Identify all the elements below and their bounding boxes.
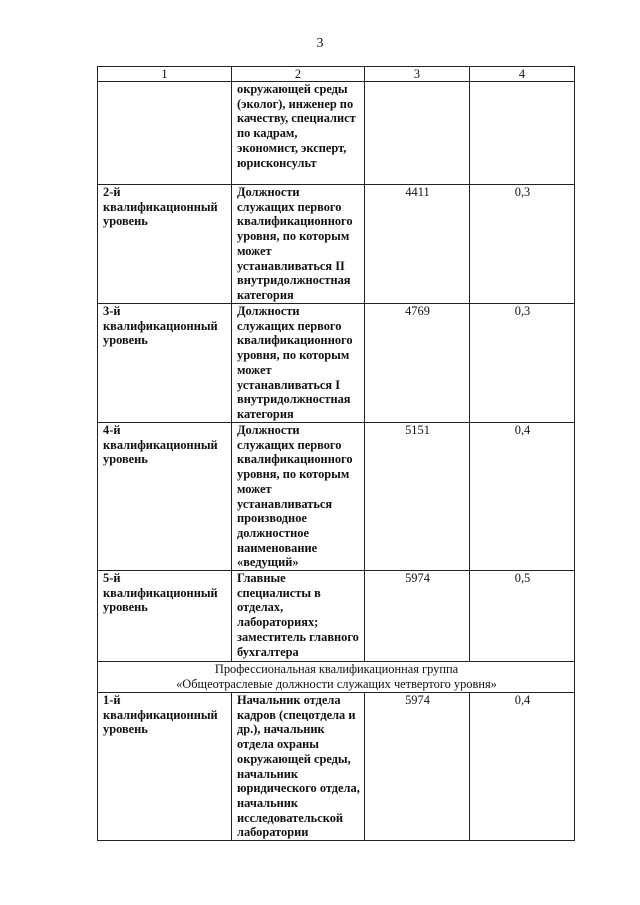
level-cell: 3-й квалификационный уровень xyxy=(98,304,232,423)
level-cell: 4-й квалификационный уровень xyxy=(98,423,232,571)
coefficient-cell xyxy=(470,82,575,185)
position-cell: Должности служащих первого квалификационного уровня, по которым может устанавливаться II внутридолжностная категория xyxy=(232,185,365,304)
coefficient-cell: 0,5 xyxy=(470,571,575,662)
group-title-line-2: «Общеотраслевые должности служащих четвертого уровня» xyxy=(176,677,497,692)
position-cell: окружающей среды (эколог), инженер по качеству, специалист по кадрам, экономист, эксперт, юрисконсульт xyxy=(232,82,365,185)
group-title xyxy=(98,662,575,693)
page-number: 3 xyxy=(316,36,324,51)
table-row xyxy=(98,571,575,662)
salary-cell: 4411 xyxy=(365,185,470,304)
column-header-3: 3 xyxy=(365,67,470,82)
table-header-row xyxy=(98,67,575,82)
group-title-line-1: Профессиональная квалификационная группа xyxy=(214,662,459,677)
level-cell: 1-й квалификационный уровень xyxy=(98,693,232,841)
column-header-4: 4 xyxy=(470,67,575,82)
coefficient-cell: 0,4 xyxy=(470,423,575,571)
table-row xyxy=(98,304,575,423)
qualification-table xyxy=(97,66,575,841)
salary-cell: 5151 xyxy=(365,423,470,571)
salary-cell: 4769 xyxy=(365,304,470,423)
group-row xyxy=(98,662,575,693)
level-cell: 5-й квалификационный уровень xyxy=(98,571,232,662)
salary-cell xyxy=(365,82,470,185)
position-cell: Должности служащих первого квалификационного уровня, по которым может устанавливаться I внутридолжностная категория xyxy=(232,304,365,423)
coefficient-cell: 0,3 xyxy=(470,185,575,304)
column-header-1: 1 xyxy=(98,67,232,82)
table-row xyxy=(98,423,575,571)
level-cell: 2-й квалификационный уровень xyxy=(98,185,232,304)
coefficient-cell: 0,4 xyxy=(470,693,575,841)
position-cell: Должности служащих первого квалификационного уровня, по которым может устанавливаться производное должностное наименование «ведущий» xyxy=(232,423,365,571)
table-row xyxy=(98,693,575,841)
table-row xyxy=(98,185,575,304)
position-cell: Главные специалисты в отделах, лабораториях; заместитель главного бухгалтера xyxy=(232,571,365,662)
column-header-2: 2 xyxy=(232,67,365,82)
table-row xyxy=(98,82,575,185)
salary-cell: 5974 xyxy=(365,693,470,841)
coefficient-cell: 0,3 xyxy=(470,304,575,423)
position-cell: Начальник отдела кадров (спецотдела и др.), начальник отдела охраны окружающей среды, начальник юридического отдела, начальник исследовательской лаборатории xyxy=(232,693,365,841)
level-cell xyxy=(98,82,232,185)
salary-cell: 5974 xyxy=(365,571,470,662)
